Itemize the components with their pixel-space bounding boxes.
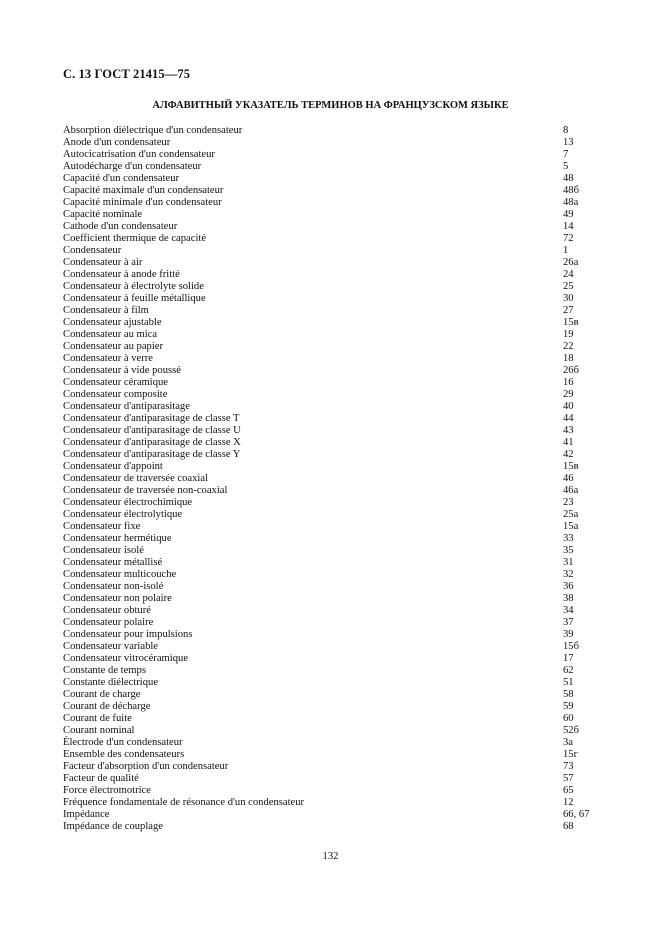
index-term: Condensateur d'antiparasitage de classe Y bbox=[63, 449, 241, 460]
index-term-number: 66, 67 bbox=[563, 809, 590, 820]
index-term-number: 73 bbox=[563, 761, 574, 772]
index-term: Condensateur polaire bbox=[63, 617, 154, 628]
index-entry bbox=[63, 665, 623, 677]
index-term: Force électromotrice bbox=[63, 785, 151, 796]
index-term-number: 57 bbox=[563, 773, 574, 784]
index-term-number: 26а bbox=[563, 257, 579, 268]
index-term: Ensemble des condensateurs bbox=[63, 749, 185, 760]
index-entry bbox=[63, 329, 623, 341]
index-term-number: 35 bbox=[563, 545, 574, 556]
index-term-number: 27 bbox=[563, 305, 574, 316]
index-term-number: 38 bbox=[563, 593, 574, 604]
index-entry bbox=[63, 137, 623, 149]
index-term-number: 62 bbox=[563, 665, 574, 676]
index-term: Condensateur au mica bbox=[63, 329, 158, 340]
index-term-number: 37 bbox=[563, 617, 574, 628]
index-entry bbox=[63, 533, 623, 545]
index-term-number: 58 bbox=[563, 689, 574, 700]
index-term: Condensateur de traversée coaxial bbox=[63, 473, 209, 484]
index-term: Constante de temps bbox=[63, 665, 146, 676]
index-term: Impédance bbox=[63, 809, 110, 820]
index-entry bbox=[63, 173, 623, 185]
index-entry bbox=[63, 449, 623, 461]
index-term-number: 49 bbox=[563, 209, 574, 220]
index-term: Facteur de qualité bbox=[63, 773, 139, 784]
index-term-number: 15б bbox=[563, 641, 579, 652]
index-term: Condensateur obturé bbox=[63, 605, 151, 616]
index-term: Condensateur électrochimique bbox=[63, 497, 193, 508]
index-term: Capacité minimale d'un condensateur bbox=[63, 197, 222, 208]
index-entry bbox=[63, 269, 623, 281]
index-entry bbox=[63, 569, 623, 581]
index-term: Condensateur d'antiparasitage de classe U bbox=[63, 425, 241, 436]
index-term: Condensateur d'antiparasitage de classe T bbox=[63, 413, 240, 424]
index-term: Impédance de couplage bbox=[63, 821, 163, 832]
index-term: Condensateur ajustable bbox=[63, 317, 162, 328]
index-term-number: 22 bbox=[563, 341, 574, 352]
index-term: Absorption diélectrique d'un condensateur bbox=[63, 125, 243, 136]
index-entry bbox=[63, 185, 623, 197]
index-term: Condensateur à vide poussé bbox=[63, 365, 181, 376]
index-entry bbox=[63, 773, 623, 785]
index-entry bbox=[63, 281, 623, 293]
index-entry bbox=[63, 581, 623, 593]
index-entry bbox=[63, 353, 623, 365]
index-term: Courant de charge bbox=[63, 689, 141, 700]
index-term: Condensateur à film bbox=[63, 305, 149, 316]
index-term: Facteur d'absorption d'un condensateur bbox=[63, 761, 229, 772]
index-term: Capacité maximale d'un condensateur bbox=[63, 185, 224, 196]
index-term-number: 65 bbox=[563, 785, 574, 796]
index-term: Autocicatrisation d'un condensateur bbox=[63, 149, 215, 160]
index-entry bbox=[63, 785, 623, 797]
index-term: Électrode d'un condensateur bbox=[63, 737, 183, 748]
index-term-number: 25 bbox=[563, 281, 574, 292]
index-entry bbox=[63, 341, 623, 353]
index-term-number: 46 bbox=[563, 473, 574, 484]
index-term-number: 31 bbox=[563, 557, 574, 568]
index-term: Capacité nominale bbox=[63, 209, 143, 220]
index-term-number: 40 bbox=[563, 401, 574, 412]
index-term: Autodécharge d'un condensateur bbox=[63, 161, 202, 172]
index-entry bbox=[63, 617, 623, 629]
index-term-number: 23 bbox=[563, 497, 574, 508]
index-term-number: 17 bbox=[563, 653, 574, 664]
index-entry bbox=[63, 161, 623, 173]
index-entry bbox=[63, 641, 623, 653]
index-term-number: 48а bbox=[563, 197, 579, 208]
index-entry bbox=[63, 725, 623, 737]
index-entry bbox=[63, 233, 623, 245]
index-term-number: 51 bbox=[563, 677, 574, 688]
index-term: Condensateur à feuille métallique bbox=[63, 293, 206, 304]
index-term: Condensateur fixe bbox=[63, 521, 141, 532]
index-term-number: 13 bbox=[563, 137, 574, 148]
index-entry bbox=[63, 653, 623, 665]
index-term: Condensateur d'appoint bbox=[63, 461, 163, 472]
index-term: Condensateur à verre bbox=[63, 353, 154, 364]
index-term: Courant de fuite bbox=[63, 713, 132, 724]
index-term-number: 26б bbox=[563, 365, 579, 376]
index-entry bbox=[63, 593, 623, 605]
index-term-number: 25а bbox=[563, 509, 579, 520]
index-term-number: 72 bbox=[563, 233, 574, 244]
index-term-number: 43 bbox=[563, 425, 574, 436]
index-term-number: 68 bbox=[563, 821, 574, 832]
index-term: Cathode d'un condensateur bbox=[63, 221, 178, 232]
index-term-number: 8 bbox=[563, 125, 569, 136]
index-entry bbox=[63, 713, 623, 725]
index-term-number: 39 bbox=[563, 629, 574, 640]
index-term-number: 5 bbox=[563, 161, 569, 172]
index-entry bbox=[63, 737, 623, 749]
index-entry bbox=[63, 497, 623, 509]
page-header: С. 13 ГОСТ 21415—75 bbox=[63, 67, 191, 81]
index-entry bbox=[63, 437, 623, 449]
index-term: Condensateur d'antiparasitage de classe X bbox=[63, 437, 241, 448]
index-entry bbox=[63, 797, 623, 809]
index-entry bbox=[63, 557, 623, 569]
index-term-number: 48б bbox=[563, 185, 579, 196]
index-term-number: 19 bbox=[563, 329, 574, 340]
index-entry bbox=[63, 689, 623, 701]
index-entry bbox=[63, 257, 623, 269]
index-entry bbox=[63, 377, 623, 389]
index-term: Condensateur métallisé bbox=[63, 557, 163, 568]
index-term: Courant nominal bbox=[63, 725, 135, 736]
index-term: Constante diélectrique bbox=[63, 677, 159, 688]
index-term: Condensateur multicouche bbox=[63, 569, 177, 580]
index-entry bbox=[63, 605, 623, 617]
index-term-number: 15г bbox=[563, 749, 578, 760]
index-entry bbox=[63, 425, 623, 437]
index-term-number: 46а bbox=[563, 485, 579, 496]
index-entry bbox=[63, 125, 623, 137]
index-term-number: 32 bbox=[563, 569, 574, 580]
index-entry bbox=[63, 221, 623, 233]
index-term-number: 52б bbox=[563, 725, 579, 736]
index-term: Courant de décharge bbox=[63, 701, 151, 712]
index-term-number: 18 bbox=[563, 353, 574, 364]
index-entry bbox=[63, 293, 623, 305]
index-entry bbox=[63, 461, 623, 473]
index-term-number: 15а bbox=[563, 521, 579, 532]
index-term-number: 41 bbox=[563, 437, 574, 448]
index-term: Condensateur céramique bbox=[63, 377, 169, 388]
index-term: Condensateur à air bbox=[63, 257, 143, 268]
index-term-number: 3а bbox=[563, 737, 573, 748]
index-entry bbox=[63, 545, 623, 557]
index-term-number: 44 bbox=[563, 413, 574, 424]
index-entry bbox=[63, 701, 623, 713]
index-term-number: 42 bbox=[563, 449, 574, 460]
index-term: Condensateur non polaire bbox=[63, 593, 172, 604]
index-term: Condensateur hermétique bbox=[63, 533, 172, 544]
index-entry bbox=[63, 197, 623, 209]
index-entry bbox=[63, 365, 623, 377]
index-term: Condensateur au papier bbox=[63, 341, 164, 352]
index-term: Condensateur isolé bbox=[63, 545, 144, 556]
index-term-number: 1 bbox=[563, 245, 569, 256]
index-term: Condensateur à anode fritté bbox=[63, 269, 180, 280]
index-term: Condensateur électrolytique bbox=[63, 509, 183, 520]
index-term-number: 16 bbox=[563, 377, 574, 388]
index-term-number: 15в bbox=[563, 317, 579, 328]
index-entry bbox=[63, 677, 623, 689]
page-number: 132 bbox=[322, 851, 339, 862]
index-term-number: 59 bbox=[563, 701, 574, 712]
index-term: Fréquence fondamentale de résonance d'un condensateur bbox=[63, 797, 305, 808]
index-term: Condensateur d'antiparasitage bbox=[63, 401, 190, 412]
index-term: Condensateur pour impulsions bbox=[63, 629, 193, 640]
index-term: Condensateur bbox=[63, 245, 122, 256]
index-entry bbox=[63, 149, 623, 161]
index-term-number: 36 bbox=[563, 581, 574, 592]
index-entry bbox=[63, 629, 623, 641]
index-term: Condensateur à électrolyte solide bbox=[63, 281, 204, 292]
index-entry bbox=[63, 401, 623, 413]
index-term-number: 30 bbox=[563, 293, 574, 304]
index-entry bbox=[63, 521, 623, 533]
index-term-number: 24 bbox=[563, 269, 574, 280]
index-term-number: 48 bbox=[563, 173, 574, 184]
index-title: АЛФАВИТНЫЙ УКАЗАТЕЛЬ ТЕРМИНОВ НА ФРАНЦУЗСКОМ ЯЗЫКЕ bbox=[152, 100, 509, 111]
index-term-number: 29 bbox=[563, 389, 574, 400]
index-entry bbox=[63, 389, 623, 401]
index-entry bbox=[63, 209, 623, 221]
index-entry bbox=[63, 749, 623, 761]
index-entry bbox=[63, 305, 623, 317]
index-term: Condensateur vitrocéramique bbox=[63, 653, 189, 664]
index-term-number: 34 bbox=[563, 605, 574, 616]
index-term-number: 60 bbox=[563, 713, 574, 724]
index-term: Capacité d'un condensateur bbox=[63, 173, 180, 184]
term-index bbox=[63, 125, 623, 833]
index-entry bbox=[63, 245, 623, 257]
index-term-number: 15в bbox=[563, 461, 579, 472]
index-term: Condensateur composite bbox=[63, 389, 168, 400]
index-entry bbox=[63, 485, 623, 497]
index-term-number: 7 bbox=[563, 149, 569, 160]
index-entry bbox=[63, 509, 623, 521]
index-entry bbox=[63, 821, 623, 833]
index-term: Anode d'un condensateur bbox=[63, 137, 171, 148]
index-entry bbox=[63, 473, 623, 485]
index-term: Condensateur de traversée non-coaxial bbox=[63, 485, 228, 496]
index-term-number: 14 bbox=[563, 221, 574, 232]
index-term-number: 12 bbox=[563, 797, 574, 808]
index-entry bbox=[63, 317, 623, 329]
index-entry bbox=[63, 809, 623, 821]
index-entry bbox=[63, 761, 623, 773]
index-term-number: 33 bbox=[563, 533, 574, 544]
index-term: Condensateur variable bbox=[63, 641, 159, 652]
index-term: Coefficient thermique de capacité bbox=[63, 233, 207, 244]
index-term: Condensateur non-isolé bbox=[63, 581, 164, 592]
index-entry bbox=[63, 413, 623, 425]
